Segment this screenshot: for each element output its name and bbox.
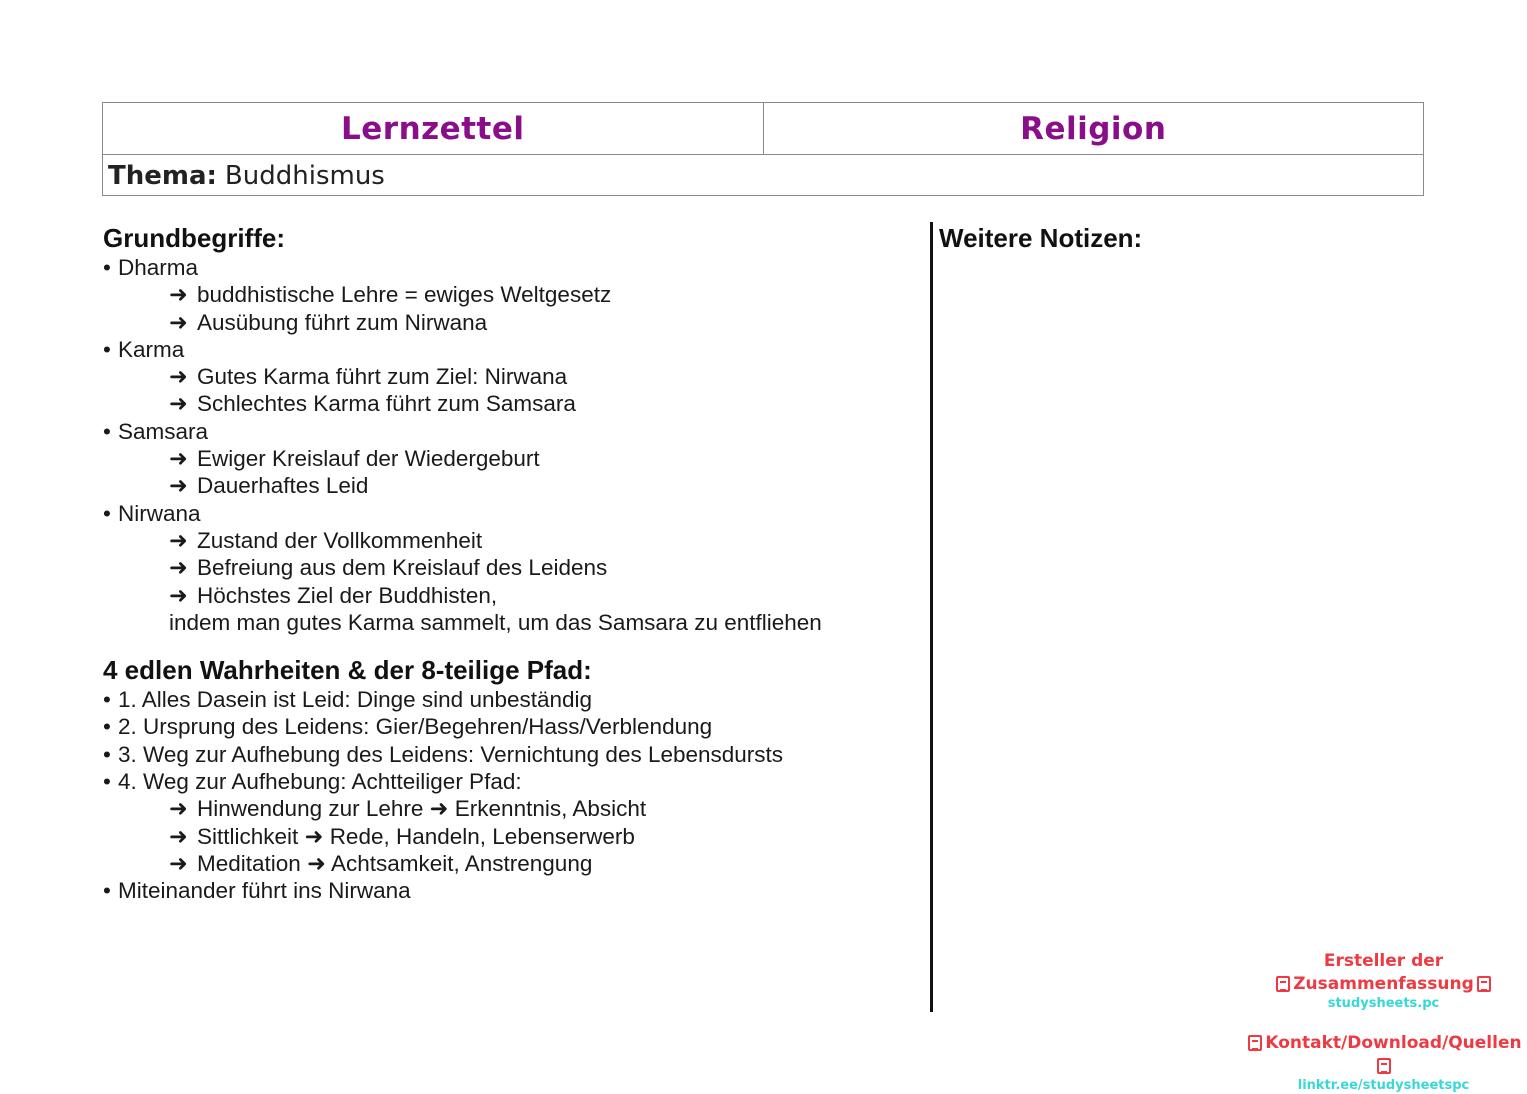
note-icon bbox=[1477, 976, 1491, 992]
sub-item bbox=[169, 390, 913, 417]
list-item bbox=[103, 713, 913, 740]
path-detail: Erkenntnis, Absicht bbox=[454, 796, 647, 822]
sub-item bbox=[169, 554, 913, 581]
credit-summary-text: Zusammenfassung bbox=[1293, 974, 1474, 994]
arrow-icon: ➜ bbox=[169, 446, 188, 472]
path-detail: Achtsamkeit, Anstrengung bbox=[330, 850, 593, 876]
list-item bbox=[103, 254, 913, 336]
column-divider bbox=[930, 222, 933, 1012]
sub-item bbox=[169, 472, 913, 499]
sub-item-text: Gutes Karma führt zum Ziel: Nirwana bbox=[197, 364, 568, 390]
topic-label: Thema: bbox=[108, 160, 217, 191]
bullet-icon: • bbox=[103, 878, 111, 904]
path-category: Sittlichkeit bbox=[197, 823, 299, 849]
sub-item-text: buddhistische Lehre = ewiges Weltgesetz bbox=[197, 282, 612, 308]
arrow-icon: ➜ bbox=[169, 391, 188, 417]
term-label: Dharma bbox=[118, 255, 199, 280]
list-item bbox=[103, 877, 913, 904]
header-right-title: Religion bbox=[763, 103, 1424, 154]
truth-text: Miteinander führt ins Nirwana bbox=[118, 878, 411, 904]
arrow-icon: ➜ bbox=[169, 473, 188, 499]
path-item bbox=[169, 850, 913, 877]
arrow-icon: ➜ bbox=[304, 823, 324, 849]
term-label: Nirwana bbox=[118, 500, 201, 526]
arrow-icon: ➜ bbox=[169, 555, 188, 581]
arrow-icon: ➜ bbox=[169, 582, 188, 608]
arrow-icon: ➜ bbox=[169, 527, 188, 553]
path-item bbox=[169, 823, 913, 850]
credit-summary-line bbox=[1240, 973, 1527, 996]
credit-contact-text: Kontakt/Download/Quellen bbox=[1265, 1033, 1522, 1053]
sub-item bbox=[169, 363, 913, 390]
truth-text: 3. Weg zur Aufhebung des Leidens: Vernichtung des Lebensdursts bbox=[118, 741, 784, 767]
list-item bbox=[103, 500, 913, 636]
sub-item bbox=[169, 309, 913, 336]
list-item bbox=[103, 768, 913, 877]
sub-item-text: Ewiger Kreislauf der Wiedergeburt bbox=[197, 446, 540, 472]
bullet-icon: • bbox=[103, 714, 111, 740]
truth-text: 4. Weg zur Aufhebung: Achtteiliger Pfad: bbox=[118, 769, 522, 795]
truth-text: 1. Alles Dasein ist Leid: Dinge sind unbeständig bbox=[118, 687, 593, 713]
bookmark-icon bbox=[1377, 1058, 1391, 1074]
list-item bbox=[103, 686, 913, 713]
notes-heading: Weitere Notizen: bbox=[939, 223, 1143, 253]
arrow-icon: ➜ bbox=[169, 364, 188, 390]
sub-item-text: Höchstes Ziel der Buddhisten, bbox=[197, 582, 498, 608]
list-item bbox=[103, 418, 913, 500]
bullet-icon: • bbox=[103, 418, 111, 444]
bullet-icon: • bbox=[103, 769, 111, 795]
topic-row bbox=[103, 155, 1423, 196]
path-category: Hinwendung zur Lehre bbox=[197, 796, 424, 822]
arrow-icon: ➜ bbox=[169, 823, 188, 849]
bullet-icon: • bbox=[103, 255, 111, 280]
credit-link[interactable]: linktr.ee/studysheetspc bbox=[1297, 1078, 1470, 1093]
grundbegriffe-list bbox=[103, 254, 913, 636]
wahrheiten-list bbox=[103, 686, 913, 904]
term-label: Karma bbox=[118, 336, 185, 362]
list-item bbox=[103, 741, 913, 768]
sub-item bbox=[169, 527, 913, 554]
sub-item-text: Ausübung führt zum Nirwana bbox=[197, 309, 488, 335]
credits-block bbox=[1240, 950, 1527, 1094]
bullet-icon: • bbox=[103, 500, 111, 526]
arrow-icon: ➜ bbox=[429, 796, 449, 822]
header-title-row bbox=[103, 103, 1423, 155]
sub-item-text: Befreiung aus dem Kreislauf des Leidens bbox=[197, 555, 608, 581]
path-category: Meditation bbox=[197, 850, 301, 876]
sub-item-text: Dauerhaftes Leid bbox=[197, 473, 369, 499]
arrow-icon: ➜ bbox=[169, 309, 188, 335]
credit-handle: studysheets.pc bbox=[1327, 996, 1440, 1011]
truth-text: 2. Ursprung des Leidens: Gier/Begehren/Hass/Verblendung bbox=[118, 714, 713, 740]
path-detail: Rede, Handeln, Lebenserwerb bbox=[329, 823, 635, 849]
bullet-icon: • bbox=[103, 741, 111, 767]
credit-contact-line bbox=[1240, 1032, 1527, 1078]
sub-item bbox=[169, 582, 913, 637]
credit-creator-line: Ersteller der bbox=[1323, 951, 1444, 971]
header-left-title: Lernzettel bbox=[341, 110, 525, 147]
continuation-text: indem man gutes Karma sammelt, um das Samsara zu entfliehen bbox=[169, 609, 822, 635]
note-icon bbox=[1276, 976, 1290, 992]
sub-item bbox=[169, 281, 913, 308]
bullet-icon: • bbox=[103, 687, 111, 713]
wahrheiten-heading: 4 edlen Wahrheiten & der 8-teilige Pfad: bbox=[103, 655, 592, 686]
sub-item bbox=[169, 445, 913, 472]
sub-item-text: Zustand der Vollkommenheit bbox=[197, 527, 483, 553]
main-content bbox=[103, 222, 913, 905]
path-item bbox=[169, 795, 913, 822]
arrow-icon: ➜ bbox=[307, 850, 326, 876]
bookmark-icon bbox=[1248, 1035, 1262, 1051]
grundbegriffe-heading: Grundbegriffe: bbox=[103, 223, 285, 253]
header-table bbox=[102, 102, 1424, 196]
arrow-icon: ➜ bbox=[169, 850, 188, 876]
arrow-icon: ➜ bbox=[169, 282, 188, 308]
term-label: Samsara bbox=[118, 418, 209, 444]
sub-item-text: Schlechtes Karma führt zum Samsara bbox=[197, 391, 576, 417]
topic-value: Buddhismus bbox=[224, 160, 385, 191]
list-item bbox=[103, 336, 913, 418]
arrow-icon: ➜ bbox=[169, 796, 188, 822]
bullet-icon: • bbox=[103, 336, 111, 362]
